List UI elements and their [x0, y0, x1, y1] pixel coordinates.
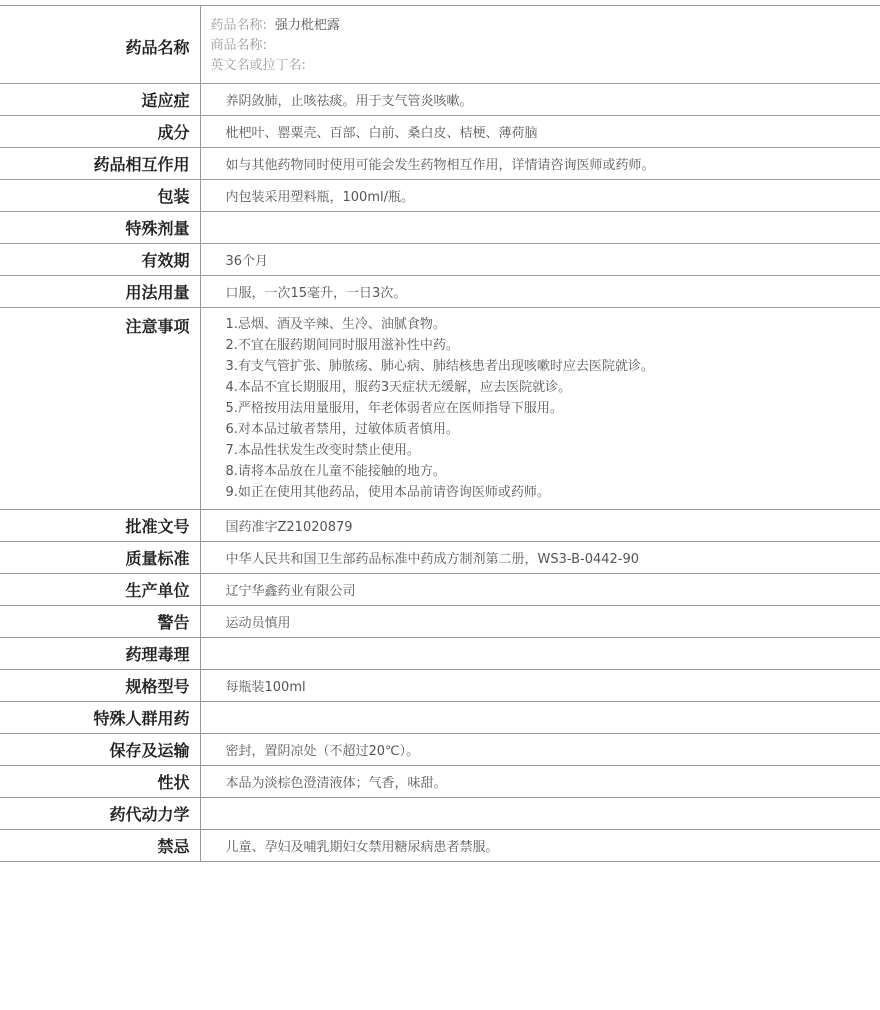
- precaution-item: 9.如正在使用其他药品，使用本品前请咨询医师或药师。: [225, 485, 550, 500]
- drug-info-sheet: [0, 5, 880, 862]
- usage-value: 口服，一次15毫升，一日3次。: [200, 276, 880, 308]
- row-precautions: [0, 308, 880, 510]
- warning-label: 警告: [0, 606, 200, 638]
- row-warning: [0, 606, 880, 638]
- manufacturer-label: 生产单位: [0, 574, 200, 606]
- precautions-cell: [200, 308, 880, 510]
- row-storage: [0, 734, 880, 766]
- precaution-item: 8.请将本品放在儿童不能接触的地方。: [225, 464, 446, 479]
- generic-name-value: 强力枇杷露: [274, 18, 340, 33]
- row-drug-name: [0, 6, 880, 84]
- indication-value: 养阴敛肺，止咳祛痰。用于支气管炎咳嗽。: [200, 84, 880, 116]
- row-pharmacology: [0, 638, 880, 670]
- row-interactions: [0, 148, 880, 180]
- shelf-life-label: 有效期: [0, 244, 200, 276]
- quality-standard-label: 质量标准: [0, 542, 200, 574]
- precaution-item: 6.对本品过敏者禁用，过敏体质者慎用。: [225, 422, 459, 437]
- approval-number-label: 批准文号: [0, 510, 200, 542]
- specification-label: 规格型号: [0, 670, 200, 702]
- packaging-value: 内包装采用塑料瓶，100ml/瓶。: [200, 180, 880, 212]
- contraindications-value: 儿童、孕妇及哺乳期妇女禁用糖尿病患者禁服。: [200, 830, 880, 862]
- precaution-item: 7.本品性状发生改变时禁止使用。: [225, 443, 420, 458]
- special-population-label: 特殊人群用药: [0, 702, 200, 734]
- packaging-label: 包装: [0, 180, 200, 212]
- row-manufacturer: [0, 574, 880, 606]
- row-pharmacokinetics: [0, 798, 880, 830]
- contraindications-label: 禁忌: [0, 830, 200, 862]
- row-approval-number: [0, 510, 880, 542]
- row-contraindications: [0, 830, 880, 862]
- drug-name-label: 药品名称: [0, 6, 200, 84]
- precaution-item: 5.严格按用法用量服用，年老体弱者应在医师指导下服用。: [225, 401, 563, 416]
- pharmacology-label: 药理毒理: [0, 638, 200, 670]
- drug-info-table: [0, 5, 880, 862]
- precaution-item: 3.有支气管扩张、肺脓疡、肺心病、肺结核患者出现咳嗽时应去医院就诊。: [225, 359, 654, 374]
- special-dosage-value: [200, 212, 880, 244]
- row-shelf-life: [0, 244, 880, 276]
- row-usage: [0, 276, 880, 308]
- row-special-dosage: [0, 212, 880, 244]
- row-appearance: [0, 766, 880, 798]
- row-special-population: [0, 702, 880, 734]
- specification-value: 每瓶装100ml: [200, 670, 880, 702]
- row-packaging: [0, 180, 880, 212]
- generic-name-line: [211, 16, 880, 36]
- row-specification: [0, 670, 880, 702]
- row-quality-standard: [0, 542, 880, 574]
- special-dosage-label: 特殊剂量: [0, 212, 200, 244]
- precaution-item: 2.不宜在服药期间同时服用滋补性中药。: [225, 338, 459, 353]
- warning-value: 运动员慎用: [200, 606, 880, 638]
- special-population-value: [200, 702, 880, 734]
- pharmacology-value: [200, 638, 880, 670]
- storage-label: 保存及运输: [0, 734, 200, 766]
- interactions-value: 如与其他药物同时使用可能会发生药物相互作用，详情请咨询医师或药师。: [200, 148, 880, 180]
- row-indication: [0, 84, 880, 116]
- english-name-key: 英文名或拉丁名:: [210, 58, 306, 73]
- trade-name-key: 商品名称:: [210, 38, 267, 53]
- approval-number-value: 国药准字Z21020879: [200, 510, 880, 542]
- precaution-item: 1.忌烟、酒及辛辣、生冷、油腻食物。: [225, 317, 446, 332]
- shelf-life-value: 36个月: [200, 244, 880, 276]
- appearance-value: 本品为淡棕色澄清液体；气香，味甜。: [200, 766, 880, 798]
- drug-name-cell: [200, 6, 880, 84]
- pharmacokinetics-label: 药代动力学: [0, 798, 200, 830]
- ingredients-value: 枇杷叶、罂粟壳、百部、白前、桑白皮、桔梗、薄荷脑: [200, 116, 880, 148]
- english-name-line: [211, 56, 880, 76]
- usage-label: 用法用量: [0, 276, 200, 308]
- trade-name-line: [211, 36, 880, 56]
- appearance-label: 性状: [0, 766, 200, 798]
- indication-label: 适应症: [0, 84, 200, 116]
- ingredients-label: 成分: [0, 116, 200, 148]
- row-ingredients: [0, 116, 880, 148]
- precautions-label: 注意事项: [0, 308, 200, 510]
- precaution-item: 4.本品不宜长期服用，服药3天症状无缓解，应去医院就诊。: [225, 380, 572, 395]
- pharmacokinetics-value: [200, 798, 880, 830]
- generic-name-key: 药品名称:: [210, 18, 267, 33]
- storage-value: 密封，置阴凉处（不超过20℃）。: [200, 734, 880, 766]
- quality-standard-value: 中华人民共和国卫生部药品标准中药成方制剂第二册，WS3-B-0442-90: [200, 542, 880, 574]
- interactions-label: 药品相互作用: [0, 148, 200, 180]
- manufacturer-value: 辽宁华鑫药业有限公司: [200, 574, 880, 606]
